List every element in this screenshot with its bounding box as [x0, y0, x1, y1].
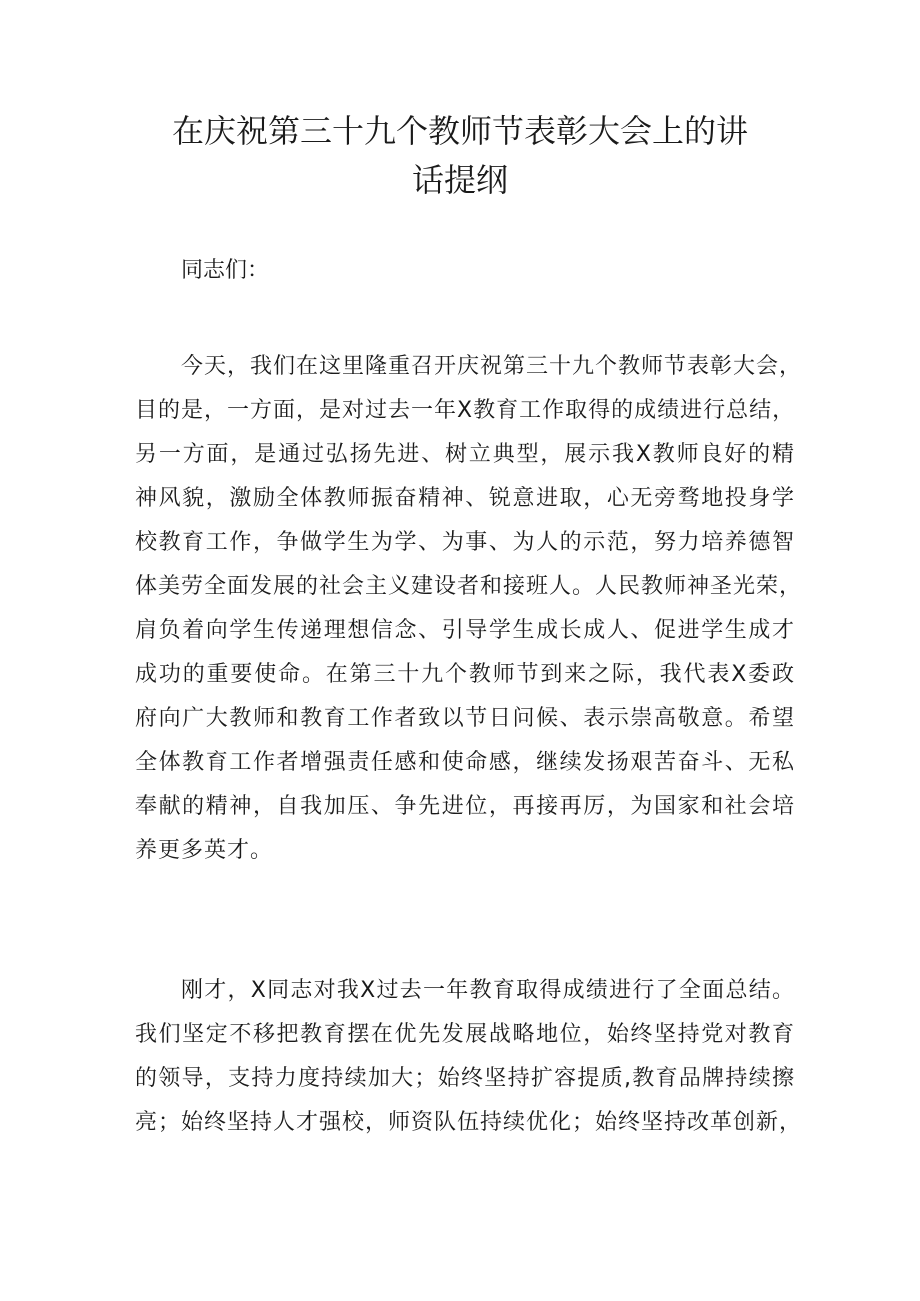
paragraph-line: 今天，我们在这里隆重召开庆祝第三十九个教师节表彰大会， — [181, 354, 803, 379]
paragraph-line: 成功的重要使命。在第三十九个教师节到来之际，我代表X委政 — [135, 662, 795, 687]
document-title-line-1: 在庆祝第三十九个教师节表彰大会上的讲 — [171, 112, 748, 150]
paragraph-line: 校教育工作，争做学生为学、为事、为人的示范，努力培养德智 — [135, 530, 795, 555]
paragraph-2 — [135, 969, 803, 1145]
paragraph-line: 目的是，一方面，是对过去一年X教育工作取得的成绩进行总结， — [135, 398, 796, 423]
salutation: 同志们： — [181, 258, 270, 283]
paragraph-line: 府向广大教师和教育工作者致以节日问候、表示崇高敬意。希望 — [135, 706, 795, 731]
paragraph-1 — [135, 345, 803, 873]
paragraph-line: 奉献的精神，自我加压、争先进位，再接再厉，为国家和社会培 — [135, 794, 795, 819]
paragraph-line: 体美劳全面发展的社会主义建设者和接班人。人民教师神圣光荣， — [135, 574, 803, 599]
paragraph-line: 的领导，支持力度持续加大；始终坚持扩容提质,教育品牌持续擦 — [135, 1066, 795, 1091]
paragraph-line: 刚才，X同志对我X过去一年教育取得成绩进行了全面总结。 — [181, 978, 795, 1003]
paragraph-line: 我们坚定不移把教育摆在优先发展战略地位，始终坚持党对教育 — [135, 1022, 795, 1047]
paragraph-line: 神风貌，激励全体教师振奋精神、锐意进取，心无旁骛地投身学 — [135, 486, 795, 511]
paragraph-line: 全体教育工作者增强责任感和使命感，继续发扬艰苦奋斗、无私 — [135, 750, 795, 775]
paragraph-line: 肩负着向学生传递理想信念、引导学生成长成人、促进学生成才 — [135, 618, 795, 643]
paragraph-line: 另一方面，是通过弘扬先进、树立典型，展示我X教师良好的精 — [135, 442, 795, 467]
paragraph-line: 养更多英才。 — [135, 838, 274, 863]
document-title-line-2: 话提纲 — [411, 161, 508, 199]
paragraph-line: 亮；始终坚持人才强校，师资队伍持续优化；始终坚持改革创新， — [135, 1110, 803, 1135]
